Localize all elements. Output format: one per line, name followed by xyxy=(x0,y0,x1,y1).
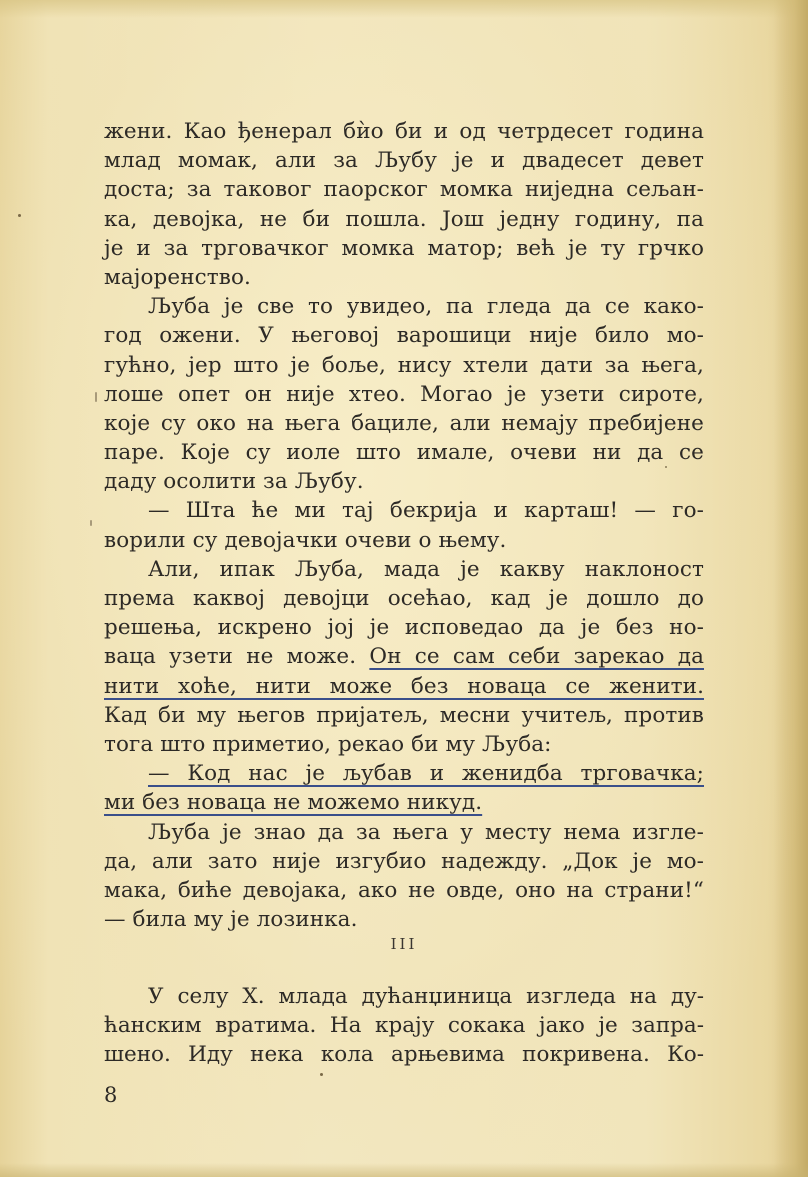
text-line-underlined: — Код нас је љубав и женидба трговачка; xyxy=(148,761,704,787)
paper-speck xyxy=(18,214,21,217)
text-line: У селу Х. млада дућанџиница изгледа на ду- xyxy=(148,984,704,1009)
text-line: доста; за таковог паорског момка ниједна сељан- xyxy=(104,177,704,203)
text-line: мајоренство. xyxy=(104,264,251,290)
text-line: паре. Које су иоле што имале, очеви ни да се xyxy=(104,440,704,466)
paragraph-4 xyxy=(104,555,704,759)
text-line: решења, искрено јој је исповедао да је без но- xyxy=(104,615,704,641)
page-edge-top xyxy=(0,0,808,18)
text-line: год ожени. У његовој варошици није било мо- xyxy=(104,323,704,349)
section-heading: III xyxy=(390,935,418,953)
text-line-underlined-lead: ваца узети не може. xyxy=(104,644,370,670)
paragraph-2 xyxy=(104,292,704,496)
page-edge-right xyxy=(774,0,808,1177)
text-line: даду осолити за Љубу. xyxy=(104,469,364,495)
page-edge-bottom xyxy=(0,1163,808,1177)
text-line: тога што приметио, рекао би му Љуба: xyxy=(104,731,552,757)
text-line: жени. Као ђенерал бѝо би и од четрдесет година xyxy=(104,119,704,144)
text-line-underlined xyxy=(104,642,704,671)
text-line: мака, биће девојака, ако не овде, оно на страни!“ xyxy=(104,877,704,903)
body-text xyxy=(104,117,704,934)
paragraph-1 xyxy=(104,117,704,292)
text-line: ворили су девојачки очеви о њему. xyxy=(104,527,507,553)
text-line: лоше опет он није хтео. Могао је узети сироте, xyxy=(104,381,704,407)
paper-speck xyxy=(320,1073,323,1076)
text-line: — била му је лозинка. xyxy=(104,907,358,933)
text-line-underlined: ми без новаца не можемо никуд. xyxy=(104,790,483,816)
page-number: 8 xyxy=(104,1083,118,1107)
paper-speck xyxy=(95,392,97,402)
text-line: — Шта ће ми тај бекрија и карташ! — го- xyxy=(148,498,704,524)
text-line: је и за трговачког момка матор; већ је ту грчко xyxy=(104,235,704,261)
text-line-underlined: нити хоће, нити може без новаца се женити. xyxy=(104,673,704,699)
paragraph-6 xyxy=(104,818,704,935)
underlined-span: Он се сам себи зарекао да xyxy=(369,644,704,670)
paragraph-5 xyxy=(104,759,704,817)
section-body-text xyxy=(104,982,704,1070)
text-line: према каквој девојци осећао, кад је дошло до xyxy=(104,586,704,611)
text-line: Љуба је све то увидео, па гледа да се како- xyxy=(148,294,704,320)
text-line: ћанским вратима. На крају сокака јако је запра- xyxy=(104,1013,704,1039)
text-line: гућно, јер што је боље, нису хтели дати за њега, xyxy=(104,352,704,378)
text-line: ка, девојка, не би пошла. Још једну годину, па xyxy=(104,206,704,232)
text-line: које су око на њега бациле, али немају пребијене xyxy=(104,410,704,436)
text-line: Кад би му његов пријатељ, месни учитељ, против xyxy=(104,702,704,728)
paragraph-3 xyxy=(104,496,704,554)
text-line: млад момак, али за Љубу је и двадесет девет xyxy=(104,148,704,174)
section-paragraph xyxy=(104,982,704,1070)
text-line: Али, ипак Љуба, мада је какву наклоност xyxy=(148,556,704,582)
text-line: да, али зато није изгубио надежду. „Док је мо- xyxy=(104,848,704,874)
text-line: шено. Иду нека кола арњевима покривена. Ко- xyxy=(104,1042,704,1068)
paper-speck xyxy=(665,466,667,468)
text-line: Љуба је знао да за њега у месту нема изгле- xyxy=(148,819,704,845)
paper-speck xyxy=(90,520,92,526)
